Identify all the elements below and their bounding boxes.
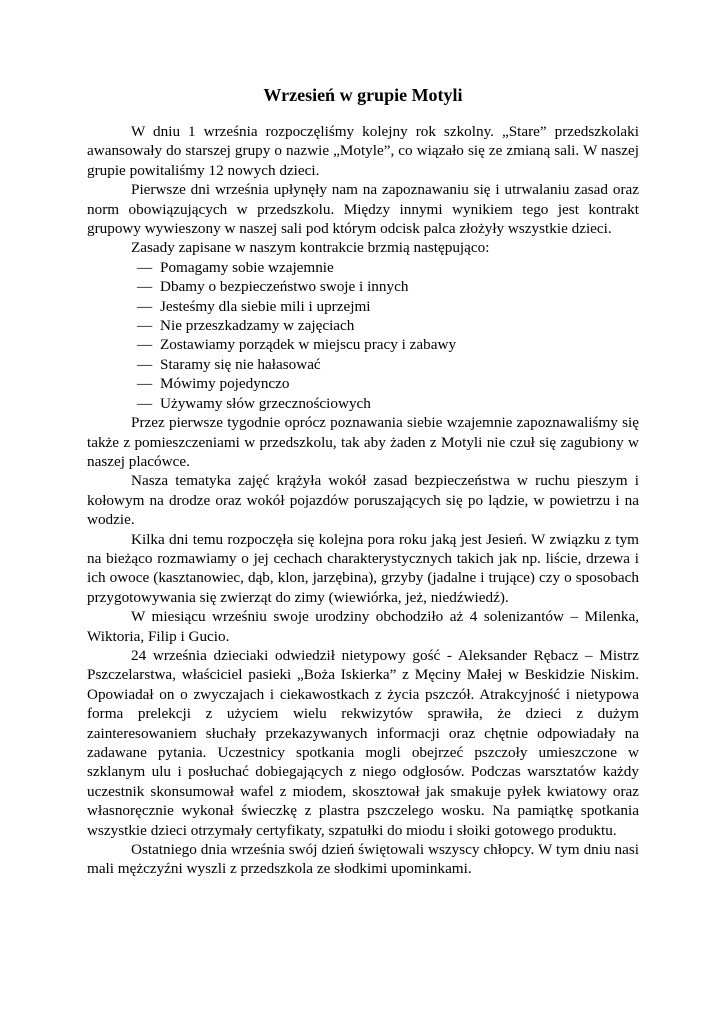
paragraph-traffic-safety: Nasza tematyka zajęć krążyła wokół zasad bezpieczeństwa w ruchu pieszym i kołowym na drodze oraz wokół pojazdów poruszających się po lądzie, w powietrzu i na wodzie. bbox=[87, 472, 639, 529]
dash-marker: — bbox=[137, 317, 153, 335]
list-item bbox=[137, 374, 639, 393]
list-item bbox=[137, 316, 639, 335]
paragraph-birthdays: W miesiącu wrześniu swoje urodziny obchodziło aż 4 solenizantów – Milenka, Wiktoria, Filip i Gucio. bbox=[87, 608, 639, 645]
rule-text: Staramy się nie hałasować bbox=[160, 355, 321, 373]
rule-text: Jesteśmy dla siebie mili i uprzejmi bbox=[160, 297, 371, 315]
paragraph-rooms: Przez pierwsze tygodnie oprócz poznawania siebie wzajemnie zapoznawaliśmy się także z pomieszczeniami w przedszkolu, tak aby żaden z Motyli nie czuł się zagubiony w naszej placówce. bbox=[87, 414, 639, 470]
paragraph-autumn: Kilka dni temu rozpoczęła się kolejna pora roku jaką jest Jesień. W związku z tym na bieżąco rozmawiamy o jej cechach charakterystycznych takich jak np. liście, drzewa i ich owoce (kasztanowiec, dąb, klon, jarzębina), grzyby (jadalne i trujące) czy o sposobach przygotowywania się zwierząt do zimy (wiewiórka, jeż, niedźwiedź). bbox=[87, 530, 639, 606]
rule-text: Pomagamy sobie wzajemnie bbox=[160, 258, 334, 276]
list-item bbox=[137, 355, 639, 374]
list-item bbox=[137, 297, 639, 316]
dash-marker: — bbox=[137, 258, 153, 276]
rule-text: Nie przeszkadzamy w zajęciach bbox=[160, 317, 355, 335]
dash-marker: — bbox=[137, 297, 153, 315]
list-item bbox=[137, 258, 639, 277]
list-item bbox=[137, 394, 639, 413]
contract-rules-list bbox=[87, 258, 639, 413]
rule-text: Dbamy o bezpieczeństwo swoje i innych bbox=[160, 278, 409, 296]
rule-text: Zostawiamy porządek w miejscu pracy i zabawy bbox=[160, 336, 457, 354]
document-title: Wrzesień w grupie Motyli bbox=[263, 85, 463, 105]
document-page bbox=[87, 84, 639, 879]
list-item bbox=[137, 335, 639, 354]
list-item bbox=[137, 277, 639, 296]
dash-marker: — bbox=[137, 394, 153, 412]
paragraph-rules-intro: Zasady zapisane w naszym kontrakcie brzmią następująco: bbox=[131, 239, 490, 257]
dash-marker: — bbox=[137, 278, 153, 296]
dash-marker: — bbox=[137, 336, 153, 354]
rule-text: Używamy słów grzecznościowych bbox=[160, 394, 371, 412]
paragraph-beekeeper-visit: 24 września dzieciaki odwiedził nietypowy gość - Aleksander Rębacz – Mistrz Pszczelarstwa, właściciel pasieki „Boża Iskierka” z Męciny Małej w Beskidzie Niskim. Opowiadał on o zwyczajach i ciekawostkach z życia pszczół. Atrakcyjność i nietypowa forma prelekcji z użyciem wielu rekwizytów sprawiła, że dzieci z dużym zainteresowaniem słuchały przekazywanych informacji oraz chętnie odpowiadały na zadawane pytania. Uczestnicy spotkania mogli obejrzeć pszczoły umieszczone w szklanym ulu i posłuchać dobiegających z niego odgłosów. Podczas warsztatów każdy uczestnik skonsumował wafel z miodem, skosztował jak smakuje pyłek kwiatowy oraz własnoręcznie wykonał świeczkę z plastra pszczelego wosku. Na pamiątkę spotkania wszystkie dzieci otrzymały certyfikaty, szpatułki do miodu i słoiki gotowego produktu. bbox=[87, 646, 639, 839]
paragraph-school-year-start: W dniu 1 września rozpoczęliśmy kolejny rok szkolny. „Stare” przedszkolaki awansowały do starszej grupy o nazwie „Motyle”, co wiązało się ze zmianą sali. W naszej grupie powitaliśmy 12 nowych dzieci. bbox=[87, 123, 639, 179]
paragraph-boys-day: Ostatniego dnia września swój dzień świętowali wszyscy chłopcy. W tym dniu nasi mali mężczyźni wyszli z przedszkola ze słodkimi upominkami. bbox=[87, 841, 639, 878]
dash-marker: — bbox=[137, 355, 153, 373]
rule-text: Mówimy pojedynczo bbox=[160, 375, 290, 393]
paragraph-first-days: Pierwsze dni września upłynęły nam na zapoznawaniu się i utrwalaniu zasad oraz norm obowiązujących w przedszkolu. Między innymi wynikiem tego jest kontrakt grupowy wywieszony w naszej sali pod którym odcisk palca złożyły wszystkie dzieci. bbox=[87, 181, 639, 238]
dash-marker: — bbox=[137, 375, 153, 393]
